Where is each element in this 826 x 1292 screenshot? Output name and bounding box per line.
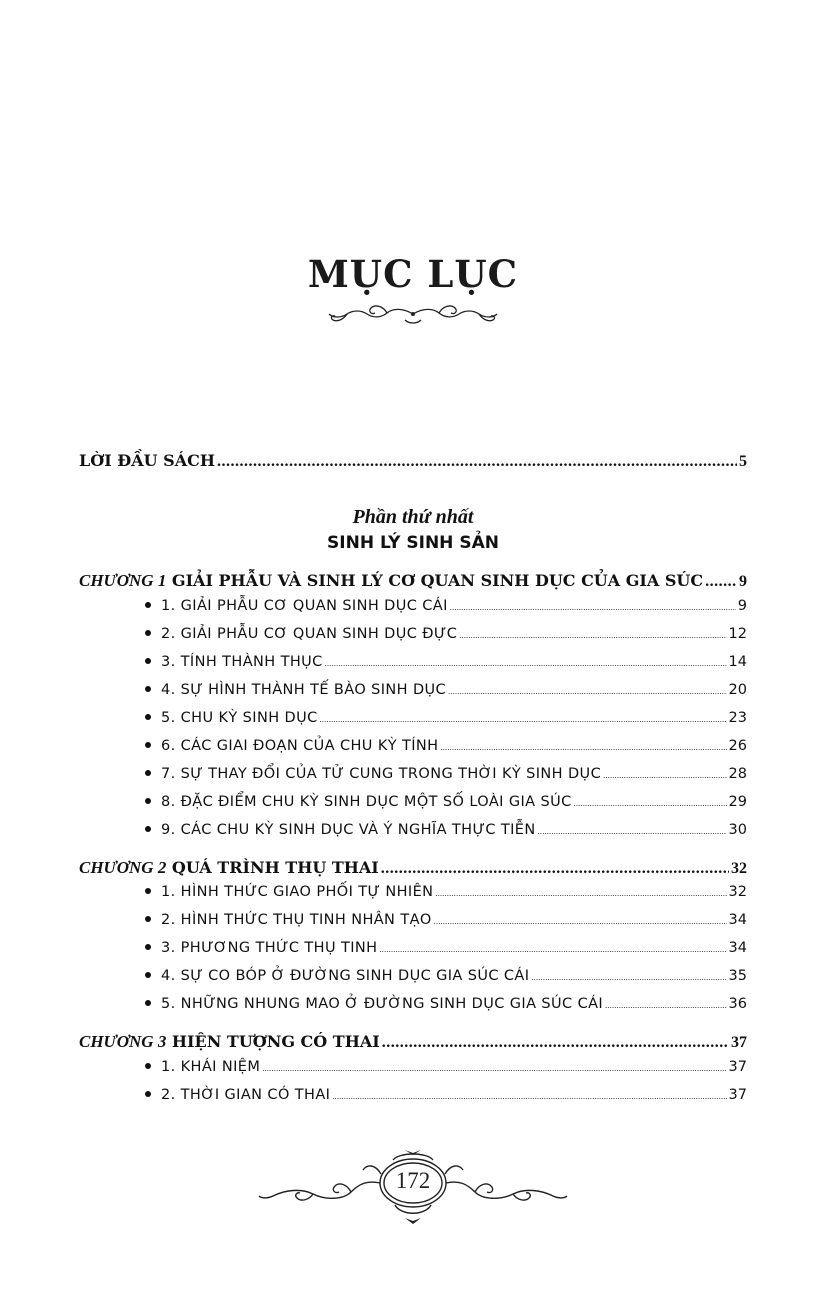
page-number: 172: [395, 1168, 431, 1193]
item-label: 3. PHƯƠNG THỨC THỤ TINH: [161, 940, 378, 956]
item-page-number: 12: [728, 626, 747, 642]
item-label: 7. SỰ THAY ĐỔI CỦA TỬ CUNG TRONG THỜI KỲ SINH DỤC: [161, 766, 602, 782]
item-page-number: 26: [728, 738, 747, 754]
dot-leader: [379, 945, 726, 954]
toc-item-row[interactable]: [145, 626, 747, 642]
toc-item-row[interactable]: [145, 968, 747, 984]
dot-leader: [459, 631, 726, 640]
dot-leader: [538, 827, 727, 836]
bullet-icon: [145, 742, 151, 748]
item-label: 2. HÌNH THỨC THỤ TINH NHÂN TẠO: [161, 912, 432, 928]
toc-item-row[interactable]: [145, 598, 747, 614]
bullet-icon: [145, 770, 151, 776]
item-page-number: 20: [728, 682, 747, 698]
item-label: 1. GIẢI PHẪU CƠ QUAN SINH DỤC CÁI: [161, 598, 448, 614]
chapter-page-number: 37: [731, 1034, 747, 1051]
item-label: 2. THỜI GIAN CÓ THAI: [161, 1087, 331, 1103]
item-label: 4. SỰ CO BÓP Ở ĐƯỜNG SINH DỤC GIA SÚC CÁI: [161, 968, 530, 984]
dot-leader: [325, 659, 727, 668]
page-title: MỤC LỤC: [307, 252, 519, 296]
bullet-icon: [145, 1000, 151, 1006]
dot-leader: [450, 603, 736, 612]
bullet-icon: [145, 826, 151, 832]
item-page-number: 34: [728, 940, 747, 956]
chapter-prefix: CHƯƠNG 2: [79, 858, 167, 877]
dot-leader: [705, 573, 737, 591]
item-label: 3. TÍNH THÀNH THỤC: [161, 654, 323, 670]
item-label: 9. CÁC CHU KỲ SINH DỤC VÀ Ý NGHĨA THỰC TIỄN: [161, 822, 536, 838]
item-page-number: 36: [728, 996, 747, 1012]
item-page-number: 30: [728, 822, 747, 838]
bullet-icon: [145, 714, 151, 720]
preface-label: LỜI ĐẦU SÁCH: [79, 451, 215, 470]
bullet-icon: [145, 798, 151, 804]
dot-leader: [332, 1092, 726, 1101]
toc-preface-row[interactable]: [79, 451, 747, 471]
item-page-number: 34: [728, 912, 747, 928]
bullet-icon: [145, 916, 151, 922]
item-label: 4. SỰ HÌNH THÀNH TẾ BÀO SINH DỤC: [161, 682, 447, 698]
toc-item-row[interactable]: [145, 912, 747, 928]
toc-item-row[interactable]: [145, 682, 747, 698]
item-label: 5. CHU KỲ SINH DỤC: [161, 710, 318, 726]
chapter-page-number: 9: [739, 573, 747, 590]
toc-item-row[interactable]: [145, 1087, 747, 1103]
dot-leader: [434, 917, 727, 926]
preface-page-number: 5: [739, 453, 747, 470]
bullet-icon: [145, 630, 151, 636]
item-label: 6. CÁC GIAI ĐOẠN CỦA CHU KỲ TÍNH: [161, 738, 439, 754]
dot-leader: [531, 973, 726, 982]
toc-chapter-row[interactable]: [79, 1032, 747, 1052]
dot-leader: [440, 743, 726, 752]
chapter-title: GIẢI PHẪU VÀ SINH LÝ CƠ QUAN SINH DỤC CỦA GIA SÚC: [171, 571, 704, 590]
dot-leader: [574, 799, 727, 808]
item-page-number: 32: [728, 884, 747, 900]
toc-item-row[interactable]: [145, 738, 747, 754]
item-label: 2. GIẢI PHẪU CƠ QUAN SINH DỤC ĐỰC: [161, 626, 458, 642]
item-page-number: 14: [728, 654, 747, 670]
bullet-icon: [145, 1091, 151, 1097]
item-label: 5. NHỮNG NHUNG MAO Ở ĐƯỜNG SINH DỤC GIA SÚC CÁI: [161, 996, 604, 1012]
part-subtitle: Phần thứ nhất: [352, 506, 474, 528]
bullet-icon: [145, 972, 151, 978]
toc-item-row[interactable]: [145, 822, 747, 838]
part-title: SINH LÝ SINH SẢN: [327, 533, 499, 553]
toc-item-row[interactable]: [145, 884, 747, 900]
toc-item-row[interactable]: [145, 766, 747, 782]
toc-item-row[interactable]: [145, 710, 747, 726]
toc-item-row[interactable]: [145, 996, 747, 1012]
item-page-number: 37: [728, 1087, 747, 1103]
item-label: 1. KHÁI NIỆM: [161, 1059, 261, 1075]
dot-leader: [217, 453, 737, 471]
item-page-number: 37: [728, 1059, 747, 1075]
bullet-icon: [145, 888, 151, 894]
item-page-number: 9: [737, 598, 747, 614]
toc-chapter-row[interactable]: [79, 858, 747, 878]
toc-item-row[interactable]: [145, 940, 747, 956]
bullet-icon: [145, 1063, 151, 1069]
dot-leader: [262, 1064, 726, 1073]
chapter-title: QUÁ TRÌNH THỤ THAI: [171, 858, 379, 877]
toc-item-row[interactable]: [145, 654, 747, 670]
dot-leader: [382, 1034, 729, 1052]
bullet-icon: [145, 944, 151, 950]
item-page-number: 28: [728, 766, 747, 782]
dot-leader: [603, 771, 726, 780]
bullet-icon: [145, 686, 151, 692]
dot-leader: [381, 860, 729, 878]
chapter-prefix: CHƯƠNG 3: [79, 1032, 167, 1051]
dot-leader: [605, 1001, 726, 1010]
item-label: 1. HÌNH THỨC GIAO PHỐI TỰ NHIÊN: [161, 884, 434, 900]
chapter-title: HIỆN TƯỢNG CÓ THAI: [171, 1032, 380, 1051]
toc-chapter-row[interactable]: [79, 571, 747, 591]
bullet-icon: [145, 602, 151, 608]
toc-item-row[interactable]: [145, 794, 747, 810]
dot-leader: [320, 715, 727, 724]
bullet-icon: [145, 658, 151, 664]
item-page-number: 29: [728, 794, 747, 810]
title-flourish-ornament: [323, 300, 503, 330]
chapter-page-number: 32: [731, 860, 747, 877]
dot-leader: [448, 687, 726, 696]
item-page-number: 35: [728, 968, 747, 984]
item-page-number: 23: [728, 710, 747, 726]
chapter-prefix: CHƯƠNG 1: [79, 571, 167, 590]
item-label: 8. ĐẶC ĐIỂM CHU KỲ SINH DỤC MỘT SỐ LOÀI GIA SÚC: [161, 794, 572, 810]
toc-item-row[interactable]: [145, 1059, 747, 1075]
dot-leader: [435, 889, 726, 898]
